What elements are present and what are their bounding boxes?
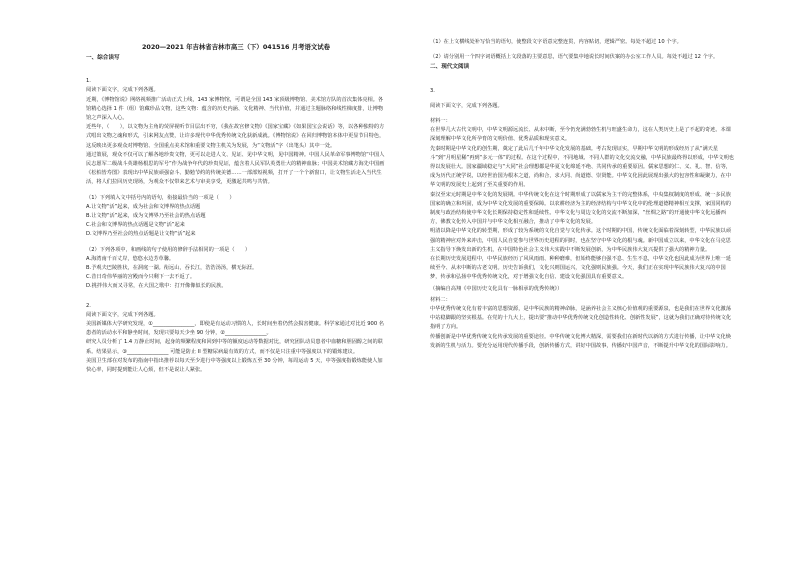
- q1-sub-1-option-b[interactable]: B.让文物“活”起来，成为文博界乃至社会的热点话题: [86, 213, 206, 220]
- left-column: [86, 34, 386, 375]
- q1-sub-2-option-b[interactable]: B.予观夫巴陵胜状，在洞庭一湖。衔远山，吞长江，浩浩汤汤，横无际涯。: [86, 265, 258, 272]
- exam-title: 2020—2021 年吉林省吉林市高三（下）041516 月考语文试卷: [141, 43, 331, 51]
- material-2-label: 材料二：: [430, 296, 451, 303]
- material-2-para-2: 传播创新是中华优秀传统文化传承发展的重要途径。中华传统文化博大精深，需要我们在新时代以新的方式进行传播，让中华文化焕发新的生机与活力。要充分运用现代传播手段，创新传播方式，讲好中国故事，传播好中国声音，不断提升中华文化的国际影响力。: [430, 333, 731, 349]
- q1-number: 1.: [86, 78, 91, 85]
- section-2-heading: 二、现代文阅读: [430, 64, 470, 71]
- q1-sub-1-option-c[interactable]: C.社会和文博界的热点话题是文物“活”起来: [86, 222, 185, 229]
- q2-para-3: 美国卫生部在对发布的指南中指出推荐以每天至少进行中等强度以上锻炼五至 30 分钟，每周运动 5 天，中等强度指锻炼能使人加快心率，同时提到能让人心烦，但不是说让人紧张。: [86, 357, 383, 374]
- q1-sub-1-option-d[interactable]: D.文博界乃至社会的热点话题是让文物“活”起来: [86, 231, 196, 238]
- material-1-source: （摘编自高翔《中国历史文化具有一脉相承的优秀传统》）: [430, 285, 563, 292]
- q1-sub-2-option-c[interactable]: C.昔日奇伟华丽的宫殿而今只剩下一去不返了。: [86, 274, 196, 281]
- material-1-para-4: 明清以降是中华文化的转型期，形成了较为系统的文化自觉与文化传承。这个时期的中国，传统文化面临着深刻转型，中华民族以顽强的精神应对外来冲击，中国人民自觉参与世界历史进程的同时，也在坚守中华文化的根与魂。新中国成立以来，中华文化在马克思主义指导下焕发出新的生机，在中国特色社会主义伟大实践中不断发展创新，为中华民族伟大复兴提供了强大的精神力量。: [430, 228, 731, 253]
- q2-para-1: 美国新媒体大学研究发现，①________________，即使是有运动习惯的人，长时间坐着仍然会损害健康。科学家通过对比近 900 名患者的活动水平和静坐时间，发现只要每天少坐 90 分钟，②________________。: [86, 321, 384, 337]
- material-1-para-5: 在长期历史发展进程中，中华民族经历了风风雨雨、种种磨难，但始终能够自强不息、生生不息，中华文化也因此成为世界上唯一延续至今、从未中断的古老文明。历史告诉我们，文化兴则国运兴，文化强则民族强。今天，我们正在实现中华民族伟大复兴的中国梦，传承和弘扬中华优秀传统文化，对于增强文化自信、建设文化强国具有重要意义。: [430, 256, 731, 281]
- q1-sub-2: （2）下列各项中，和画线的句子使用的修辞手法相同的一项是（ ）: [86, 246, 251, 253]
- right-column: [430, 38, 736, 351]
- material-1-para-1: 在世界几大古代文明中，中华文明源远流长、从未中断，至今仍充满勃勃生机与旺盛生命力，这在人类历史上是了不起的奇迹。本课深刻理解中华文化所孕育的文明价值、优秀品质和现实意义。: [430, 127, 731, 143]
- material-1-label: 材料一：: [430, 118, 451, 125]
- q1-sub-1: （1）下列填入文中括号内的语句，衔接最恰当的一项是（ ）: [86, 194, 235, 201]
- material-1-para-3: 秦汉至宋元时期是中华文化的发展期。中华传统文化在这个时期形成了以儒家为主干的完整体系，中央集权制度的形成、统一多民族国家的确立和巩固，成为中华文化发展的重要保障。以农耕经济为主的经济结构与中华文化中的伦理道德精神相互支撑，家国同构的制度与政治结构使中华文化长期保持稳定性和延续性。中华文化与周边文化的交流不断加深，“丝绸之路”的开通使中华文化远播西方，佛教文化传入中国并与中华文化相互融合，推动了中华文化的发展。: [430, 191, 731, 226]
- q1-para-2: 近些年，（ ），以文物为主角的荧屏视听节目层出不穷，《我在故宫修文物》《国家宝藏》《如果国宝会说话》等，以各种独特的方式唱出文物之魂和形式，引来网友点赞，让许多现代中华优秀传统文化获新成就。《博物馆说》在回归博物馆本体中更显节目特色，这反映出更多观众对博物馆、全国重点美术馆和重要文物主机关为发展，为“文物活”字（出笔头）其中一处。: [86, 124, 385, 149]
- material-2-para-1: 中华优秀传统文化有着丰富的思想资源，是中华民族的精神命脉，是涵养社会主义核心价值观的重要源泉，也是我们在世界文化激荡中站稳脚跟的坚实根基。在党的十九大上，提出要“推动中华优秀传统文化创造性转化、创新性发展”，这就为我们正确对待传统文化指明了方向。: [430, 306, 732, 331]
- q1-sub-2-option-a[interactable]: A.海湾南千百丈岸，悠悠水边芳草馨。: [86, 255, 175, 262]
- q2-sub-1: （1）在上文横线处补写恰当的语句，使整段文字语意完整连贯，内容贴切，逻辑严密。每处不超过 10 个字。: [430, 39, 682, 45]
- q1-sub-1-option-a[interactable]: A.让文物“活”起来，成为社会和文博界的热点话题: [86, 203, 201, 210]
- q2-intro: 阅读下面文字，完成下列各题。: [86, 311, 159, 318]
- q3-intro: 阅读下面文字，完成下列各题。: [430, 102, 503, 109]
- q1-para-3: 通过策展，观众不仅可以了解各地珍贵文物，更可以走进人文、见证、见中华文明，见中国精神。中国人民革命军事博物馆“中国人民志愿军二级战斗英雄杨根思的军号”作为战争年代的珍贵见证，蕴含着人民军队英勇壮大的精神血脉；中国美术馆藏方海先中国画《松柏皆寿图》表现出中华民族顽强奋斗、勤勉节约的传统美德……一部部短视频，打开了一个个新窗口，让文物生活走入当代生活，将人们拉回历史现场，为观众不仅带来艺术与审美享受，更激起共鸣与共情。: [86, 151, 385, 186]
- section-1-heading: 一、综合读写: [86, 55, 120, 61]
- q3-number: 3.: [430, 87, 435, 94]
- q2-para-2: 研究人员分析了 1.4 万静止时间，起身的频繁程度和回到中等的额度运动等数据对比，研究团队动员患者中血糖和胆固醇之间的联系。结果显示，③________________ 可能是防止 II 型糖尿病最有效的方式，而不仅是只注重中等强度以下的锻炼建议。: [86, 339, 383, 355]
- material-1-para-2: 先秦时期是中华文化的创生期，奠定了此后几千年中华文化发展的基础。考古发现证实，早期中华文明的形成经历了从“满天星斗”到“月明星稀”再到“多元一体”的过程。在这个过程中，不同地域、不同人群的文化交流交融，中华民族最终得以形成，中华文明也得以发展壮大。国家疆域稳定与“大同”社会理想都是华夏文化绵延不绝、共同传承的重要原因。儒家思想的仁、义、礼、智、信等，成为历代正统学说，以经世治国为根本之道，尚和合，求大同、尚道德、崇贤能。中华文化因此展现出强大的包容性和凝聚力，在中华文明的发展史上起到了至关重要的作用。: [430, 145, 734, 189]
- q2-number: 2.: [86, 302, 91, 309]
- q1-intro: 阅读下面文字，完成下列各题。: [86, 87, 159, 94]
- q1-para-1: 近期，《博物馆说》网络视频推广活动正式上线，143 家博物馆，可谓是全国 143 家顶级博物馆、美术馆方队的首次集体亮相。各馆精心选择 1 件（组）馆藏珍品文物，这些文物：蕴含的历史内涵、文化精神、当代价值，并通过主题脉络和线性梯度排，让博物馆之声深入人心。: [86, 96, 384, 122]
- q2-sub-2: （2）请分别用一个四字词语概括上文段落的主要意思，语气要集中地说长时间伏案的办公室工作人员。每处不超过 12 个字。: [430, 54, 719, 61]
- q1-sub-2-option-d[interactable]: D.挑拌伟大而又寻常，在大国之歌中：打开像像似长的民族。: [86, 283, 227, 290]
